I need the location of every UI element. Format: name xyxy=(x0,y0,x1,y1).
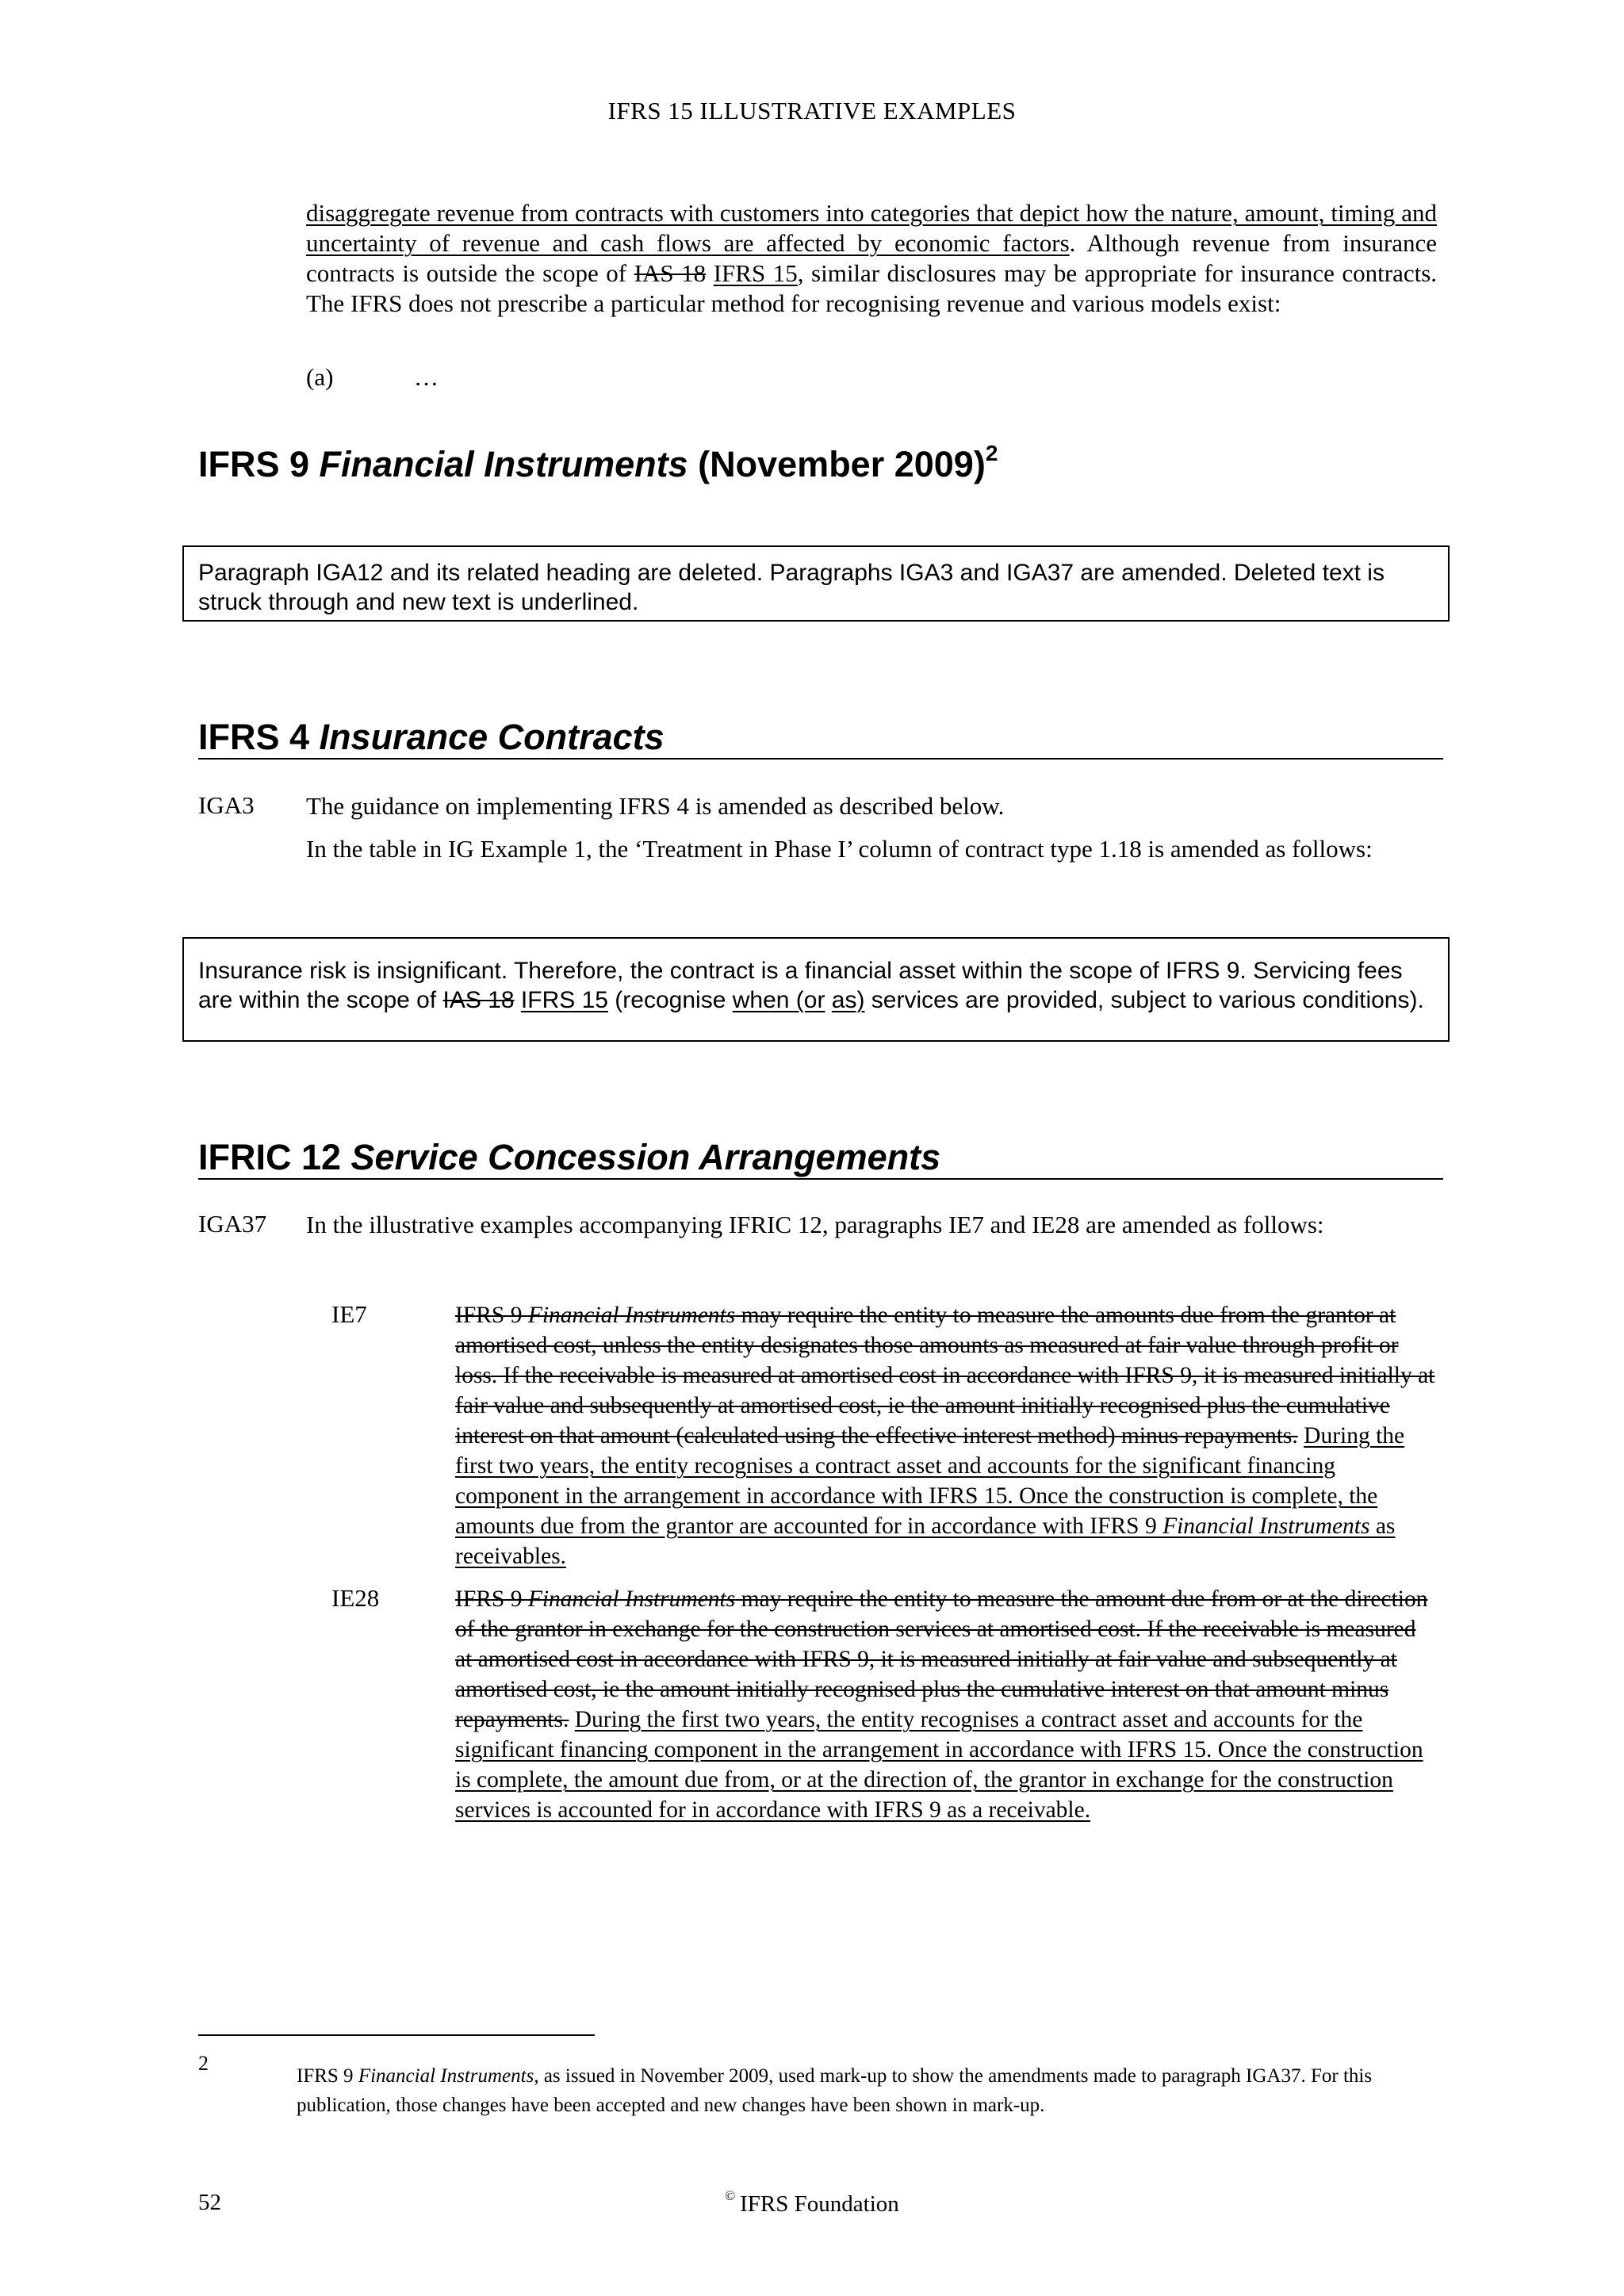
heading-title-italic: Service Concession Arrangements xyxy=(350,1137,941,1177)
inserted-text: as) xyxy=(831,987,865,1013)
heading-text: IFRS 4 xyxy=(198,717,320,757)
inserted-text: During the first two years, the entity recognises a contract asset and accounts for the significant financing component in the arrangement in accordance with IFRS 15. Once the construction is complete, the amounts due from the grantor are accounted for in accordance with IFRS 9 xyxy=(455,1423,1405,1539)
inserted-text: During the first two years, the entity recognises a contract asset and accounts for the significant financing component in the arrangement in accordance with IFRS 15. Once the construction is complete, the amount due from, or at the direction of, the grantor in exchange for the construction services is accounted for in accordance with IFRS 9 as a receivable. xyxy=(455,1707,1423,1823)
list-item xyxy=(306,363,439,392)
paragraph-number: IGA37 xyxy=(198,1210,267,1238)
plain-text: Insurance risk is insignificant. Therefore, the contract is a financial asset within the scope of IFRS 9. Servicing fees are within the scope of xyxy=(198,958,1403,1013)
plain-text: IFRS 9 xyxy=(297,2065,358,2087)
footnote-text xyxy=(297,2061,1438,2120)
paragraph-text: The guidance on implementing IFRS 4 is amended as described below. xyxy=(306,792,1005,820)
inserted-text: IFRS 15 xyxy=(713,259,798,287)
section-heading-ifric12 xyxy=(198,1137,1443,1180)
inserted-text: as receivables. xyxy=(455,1513,1396,1569)
footer-copyright xyxy=(0,2188,1624,2218)
list-item-label: (a) xyxy=(306,363,334,391)
inserted-text: when (or xyxy=(732,987,825,1013)
inserted-text: IFRS 15 xyxy=(520,987,608,1013)
footnote-separator xyxy=(198,2034,595,2036)
example-paragraph-ie28 xyxy=(455,1584,1438,1825)
paragraph-number: IGA3 xyxy=(198,791,255,819)
section-heading-ifrs9 xyxy=(198,441,1443,485)
deleted-text: may require the entity to measure the amount due from or at the direction of the grantor in exchange for the construction services at amortised cost. If the receivable is measured at amortised cost in accordance with IFRS 9, it is measured initially at fair value and subsequently at amortised cost, ie the amount initially recognised plus the cumulative interest on that amount minus repayments. xyxy=(455,1586,1428,1732)
plain-text xyxy=(825,987,831,1013)
copyright-text: IFRS Foundation xyxy=(740,2191,899,2217)
deleted-text-italic: Financial Instruments xyxy=(527,1303,736,1328)
example-paragraph-ie7 xyxy=(455,1300,1438,1571)
heading-text: IFRIC 12 xyxy=(198,1137,351,1177)
page-number: 52 xyxy=(198,2190,221,2215)
deleted-text: IAS 18 xyxy=(634,259,707,287)
deleted-text-italic: Financial Instruments xyxy=(527,1586,736,1612)
spacer-text xyxy=(569,1707,574,1732)
heading-title-italic: Financial Instruments xyxy=(319,444,688,484)
running-header: IFRS 15 ILLUSTRATIVE EXAMPLES xyxy=(607,97,1017,124)
intro-paragraph xyxy=(306,198,1437,319)
plain-text: . Although revenue from insurance contracts is outside the scope of xyxy=(306,229,1437,287)
heading-text: (November 2009) xyxy=(688,444,986,484)
footnote-reference: 2 xyxy=(985,441,998,465)
inserted-text: disaggregate revenue from contracts with customers into categories that depict how the nature, amount, timing and uncertainty of revenue and cash flows are affected by economic factors xyxy=(306,199,1437,257)
inserted-text-italic: Financial Instruments xyxy=(1162,1513,1370,1539)
footnote-number: 2 xyxy=(198,2052,209,2075)
italic-text: Financial Instruments xyxy=(358,2065,534,2087)
list-item-text: … xyxy=(414,363,439,391)
amendment-notice-box xyxy=(182,545,1450,622)
heading-text: IFRS 9 xyxy=(198,444,320,484)
deleted-text: may require the entity to measure the amounts due from the grantor at amortised cost, unless the entity designates those amounts as measured at fair value through profit or loss. If the receivable is measured at amortised cost in accordance with IFRS 9, it is measured initially at fair value and subsequently at amortised cost, ie the amount initially recognised plus the cumulative interest on that amount (calculated using the effective interest method) minus repayments. xyxy=(455,1303,1435,1448)
section-heading-ifrs4 xyxy=(198,717,1443,760)
example-paragraph-number: IE7 xyxy=(331,1300,367,1328)
plain-text: (recognise xyxy=(607,987,733,1013)
deleted-text: IAS 18 xyxy=(442,987,515,1013)
deleted-text: IFRS 9 xyxy=(455,1303,528,1328)
example-paragraph-number: IE28 xyxy=(331,1584,380,1612)
copyright-symbol: © xyxy=(725,2188,736,2203)
paragraph-text: In the illustrative examples accompanying IFRIC 12, paragraphs IE7 and IE28 are amended as follows: xyxy=(306,1211,1324,1238)
plain-text: services are provided, subject to various conditions). xyxy=(864,987,1424,1013)
notice-text: Paragraph IGA12 and its related heading are deleted. Paragraphs IGA3 and IGA37 are amended. Deleted text is struck through and new text is underlined. xyxy=(198,560,1385,615)
deleted-text: IFRS 9 xyxy=(455,1586,528,1612)
plain-text: , as issued in November 2009, used mark-up to show the amendments made to paragraph IGA37. For this publication, those changes have been accepted and new changes have been shown in mark-up. xyxy=(297,2065,1373,2116)
heading-title-italic: Insurance Contracts xyxy=(319,717,665,757)
plain-text: , similar disclosures may be appropriate for insurance contracts. The IFRS does not prescribe a particular method for recognising revenue and various models exist: xyxy=(306,259,1438,317)
amended-table-cell-box xyxy=(182,937,1450,1042)
paragraph-text: In the table in IG Example 1, the ‘Treatment in Phase I’ column of contract type 1.18 is amended as follows: xyxy=(306,835,1373,863)
